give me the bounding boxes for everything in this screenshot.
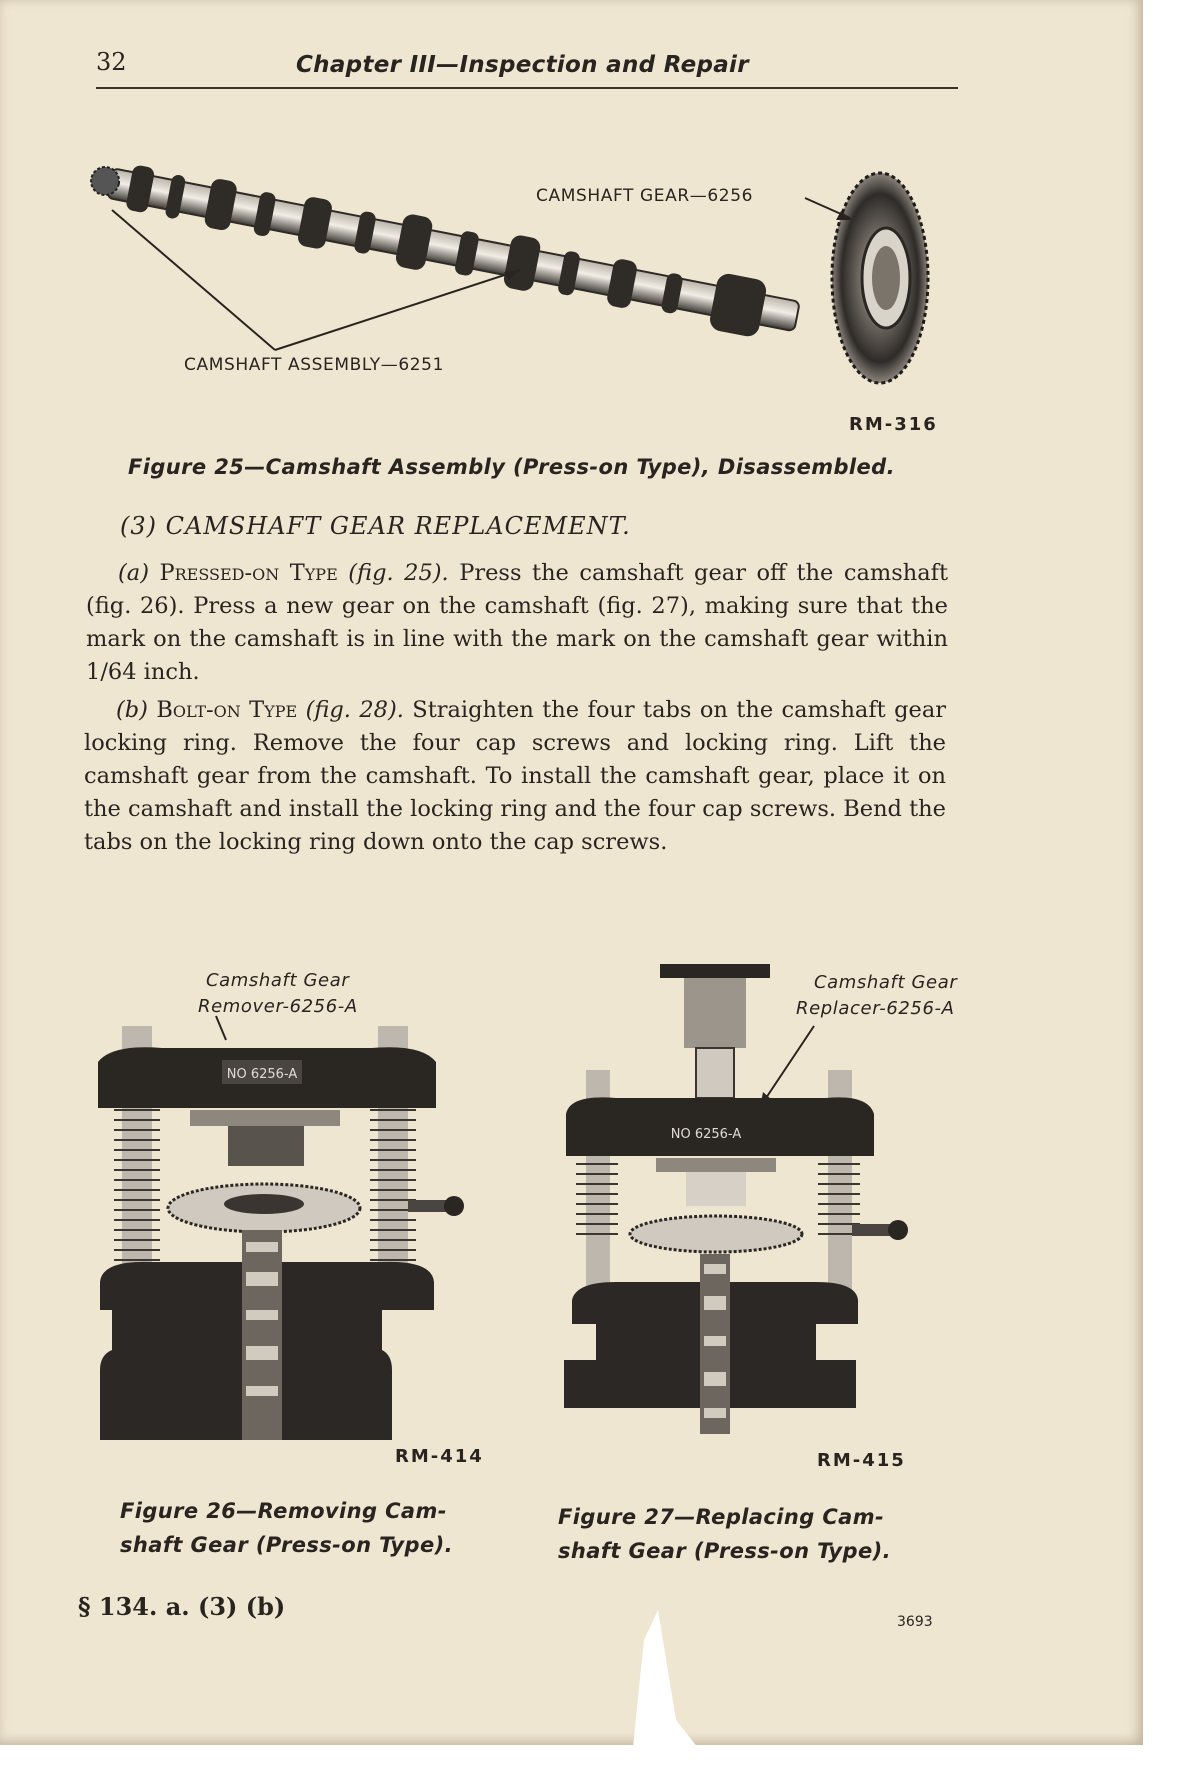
figure26-caption-line2: shaft Gear (Press-on Type). (120, 1533, 453, 1557)
figure26-tool-stamp: NO 6256-A (226, 1067, 298, 1082)
figure26-press-illustration (92, 1010, 482, 1450)
figure26-caption-line1: Figure 26—Removing Cam- (120, 1499, 447, 1523)
header-rule (96, 87, 958, 89)
figure25-label-gear: CAMSHAFT GEAR—6256 (536, 186, 754, 206)
figure27-label-line1: Camshaft Gear (814, 972, 958, 993)
paragraph-b (84, 694, 946, 859)
figure25-camshaft-illustration (100, 160, 940, 420)
torn-page-corner (600, 1600, 760, 1776)
para-b-title: Bolt-on Type (156, 697, 298, 723)
paragraph-a (86, 557, 948, 689)
figure27-caption-line2: shaft Gear (Press-on Type). (558, 1539, 891, 1563)
section-reference: § 134. a. (3) (b) (78, 1592, 286, 1621)
section-heading: (3) CAMSHAFT GEAR REPLACEMENT. (120, 512, 631, 540)
para-a-text: Press the camshaft gear off the camshaft (fig. 26). Press a new gear on the camshaft (fig. 27), making sure that the mark on the camshaft is in line with the mark on the camshaft gear within 1/64 inch. (86, 560, 949, 685)
print-code: 3693 (897, 1614, 933, 1630)
figure27-tool-stamp: NO 6256-A (670, 1127, 742, 1142)
figure25-ref: RM-316 (849, 414, 938, 435)
figure25-label-assembly: CAMSHAFT ASSEMBLY—6251 (184, 355, 444, 375)
chapter-title: Chapter III—Inspection and Repair (296, 52, 749, 78)
figure26-label-line1: Camshaft Gear (206, 970, 350, 991)
para-a-ref: (fig. 25). (348, 560, 449, 586)
para-b-label: (b) (116, 697, 148, 723)
figure27-label-line2: Replacer-6256-A (796, 998, 955, 1019)
para-a-label: (a) (118, 560, 149, 586)
figure26-caption (120, 1494, 453, 1562)
para-b-text: Straighten the four tabs on the camshaft gear locking ring. Remove the four cap screws and locking ring. Lift the camshaft gear from the camshaft. To install the camshaft gear, place it on the camshaft and install the locking ring and the four cap screws. Bend the tabs on the locking ring down onto the cap screws. (84, 697, 947, 855)
figure25-caption: Figure 25—Camshaft Assembly (Press-on Type), Disassembled. (128, 455, 895, 479)
figure27-press-illustration (556, 964, 936, 1444)
figure26-label-line2: Remover-6256-A (198, 996, 358, 1017)
para-a-title: Pressed-on Type (159, 560, 338, 586)
figure27-ref: RM-415 (817, 1450, 906, 1471)
figure27-caption-line1: Figure 27—Replacing Cam- (558, 1505, 885, 1529)
figure26-ref: RM-414 (395, 1446, 484, 1467)
page-number: 32 (96, 48, 127, 76)
para-b-ref: (fig. 28). (305, 697, 404, 723)
figure27-caption (558, 1500, 891, 1568)
